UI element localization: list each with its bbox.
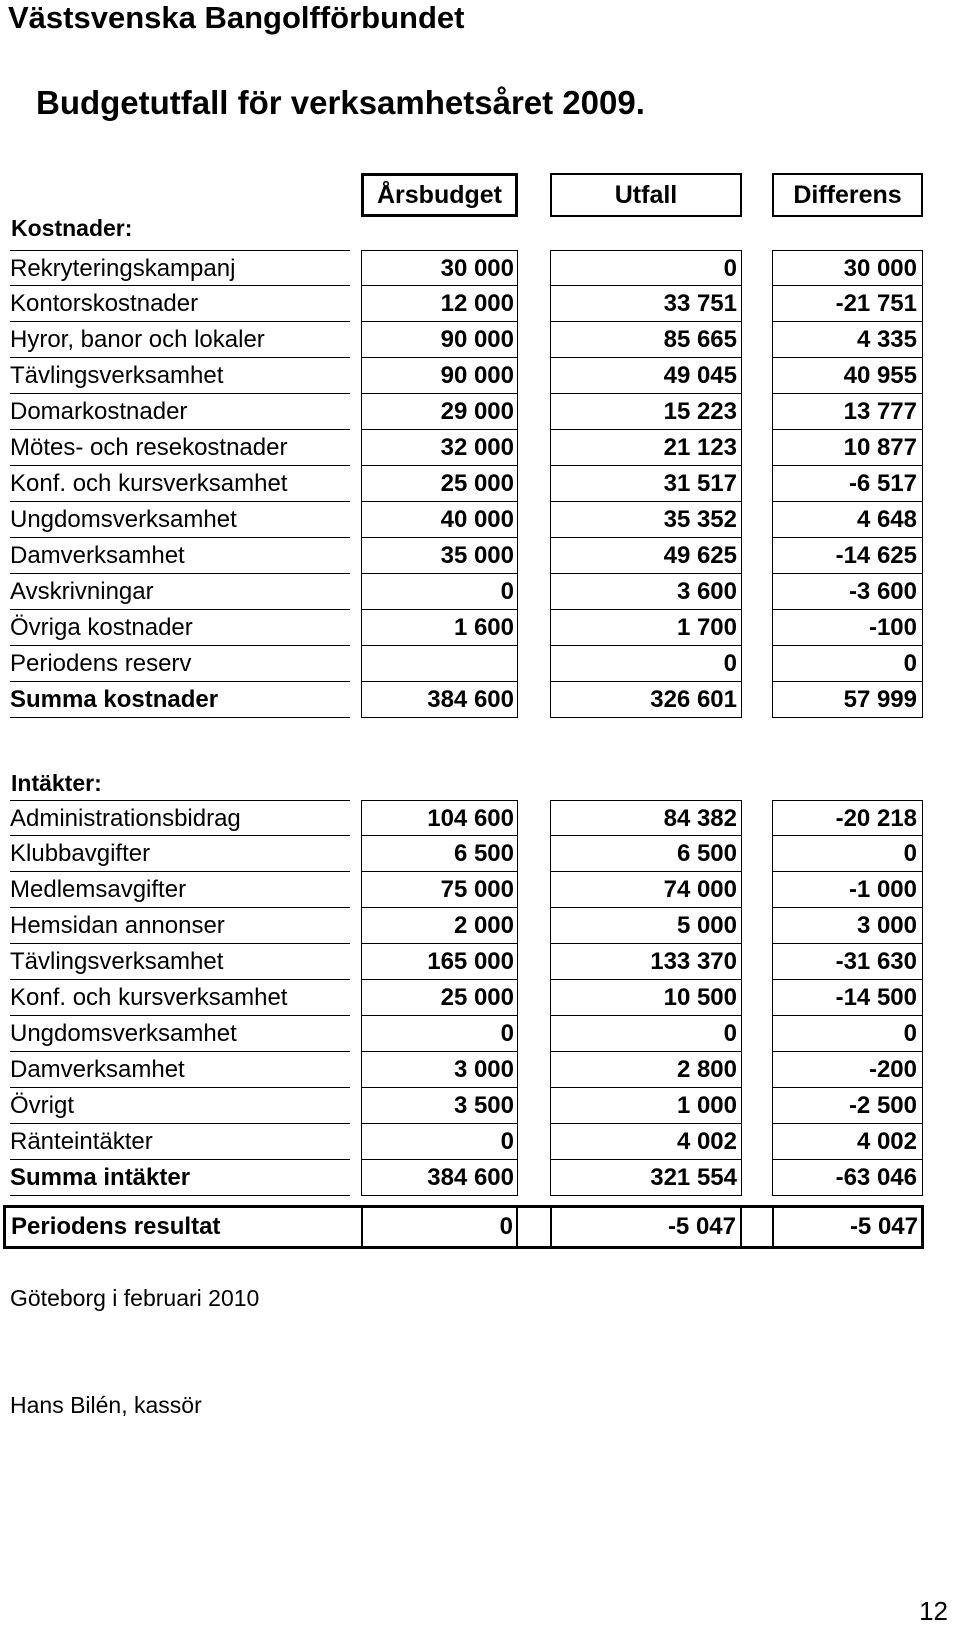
row-label: Domarkostnader	[10, 394, 350, 430]
row-diff: 4 002	[772, 1124, 923, 1160]
row-diff: 30 000	[772, 250, 923, 286]
result-label: Periodens resultat	[11, 1213, 221, 1240]
row-utfall: 1 000	[550, 1088, 742, 1124]
row-label: Mötes- och resekostnader	[10, 430, 350, 466]
row-label: Tävlingsverksamhet	[10, 358, 350, 394]
row-diff: 0	[772, 646, 923, 682]
row-utfall: 2 800	[550, 1052, 742, 1088]
row-diff: 57 999	[772, 682, 923, 718]
row-utfall: 3 600	[550, 574, 742, 610]
row-label: Avskrivningar	[10, 574, 350, 610]
table-row	[0, 836, 960, 872]
row-budget: 35 000	[361, 538, 518, 574]
row-label: Hemsidan annonser	[10, 908, 350, 944]
row-utfall: 133 370	[550, 944, 742, 980]
result-row	[3, 1205, 924, 1249]
row-utfall: 21 123	[550, 430, 742, 466]
page-number: 12	[919, 1596, 948, 1626]
place-date: Göteborg i februari 2010	[10, 1285, 260, 1311]
row-budget: 2 000	[361, 908, 518, 944]
row-label: Damverksamhet	[10, 538, 350, 574]
row-utfall: 49 045	[550, 358, 742, 394]
row-label: Tävlingsverksamhet	[10, 944, 350, 980]
row-utfall: 0	[550, 646, 742, 682]
table-row	[0, 1160, 960, 1196]
table-row	[0, 908, 960, 944]
row-budget: 0	[361, 1124, 518, 1160]
row-label: Medlemsavgifter	[10, 872, 350, 908]
row-label: Summa intäkter	[10, 1160, 350, 1196]
table-row	[0, 682, 960, 718]
table-row	[0, 1088, 960, 1124]
table-row	[0, 466, 960, 502]
row-budget: 0	[361, 1016, 518, 1052]
organization-name: Västsvenska Bangolfförbundet	[8, 0, 465, 35]
row-utfall: 49 625	[550, 538, 742, 574]
document-title: Budgetutfall för verksamhetsåret 2009.	[36, 84, 645, 121]
row-utfall: 0	[550, 250, 742, 286]
row-label: Konf. och kursverksamhet	[10, 980, 350, 1016]
row-utfall: 10 500	[550, 980, 742, 1016]
table-row	[0, 574, 960, 610]
row-diff: -14 500	[772, 980, 923, 1016]
table-row	[0, 1016, 960, 1052]
row-utfall: 84 382	[550, 800, 742, 836]
row-budget: 3 500	[361, 1088, 518, 1124]
table-row	[0, 872, 960, 908]
result-budget: 0	[361, 1208, 518, 1246]
row-label: Hyror, banor och lokaler	[10, 322, 350, 358]
row-label: Administrationsbidrag	[10, 800, 350, 836]
row-budget: 104 600	[361, 800, 518, 836]
row-label: Periodens reserv	[10, 646, 350, 682]
row-diff: -21 751	[772, 286, 923, 322]
row-budget: 0	[361, 574, 518, 610]
table-row	[0, 430, 960, 466]
table-row	[0, 800, 960, 836]
row-utfall: 74 000	[550, 872, 742, 908]
row-label: Rekryteringskampanj	[10, 250, 350, 286]
table-row	[0, 322, 960, 358]
row-utfall: 321 554	[550, 1160, 742, 1196]
row-label: Ungdomsverksamhet	[10, 1016, 350, 1052]
row-budget: 32 000	[361, 430, 518, 466]
row-utfall: 4 002	[550, 1124, 742, 1160]
row-diff: 0	[772, 836, 923, 872]
column-header-budget: Årsbudget	[361, 173, 518, 217]
row-label: Övrigt	[10, 1088, 350, 1124]
row-label: Damverksamhet	[10, 1052, 350, 1088]
table-row	[0, 538, 960, 574]
row-budget: 90 000	[361, 358, 518, 394]
row-utfall: 85 665	[550, 322, 742, 358]
row-diff: -1 000	[772, 872, 923, 908]
row-diff: 4 648	[772, 502, 923, 538]
row-budget: 3 000	[361, 1052, 518, 1088]
column-header-utfall: Utfall	[550, 173, 742, 217]
row-utfall: 1 700	[550, 610, 742, 646]
row-diff: 3 000	[772, 908, 923, 944]
table-row	[0, 610, 960, 646]
row-diff: -100	[772, 610, 923, 646]
section-title-intakter: Intäkter:	[11, 770, 102, 796]
row-diff: 13 777	[772, 394, 923, 430]
row-budget: 6 500	[361, 836, 518, 872]
row-diff: -200	[772, 1052, 923, 1088]
row-budget: 165 000	[361, 944, 518, 980]
row-label: Summa kostnader	[10, 682, 350, 718]
row-budget: 40 000	[361, 502, 518, 538]
table-row	[0, 286, 960, 322]
row-diff: -3 600	[772, 574, 923, 610]
intakter-table	[0, 800, 960, 1196]
table-row	[0, 646, 960, 682]
row-diff: -63 046	[772, 1160, 923, 1196]
row-diff: -14 625	[772, 538, 923, 574]
row-budget: 12 000	[361, 286, 518, 322]
table-row	[0, 980, 960, 1016]
row-diff: -20 218	[772, 800, 923, 836]
row-diff: 0	[772, 1016, 923, 1052]
row-budget: 30 000	[361, 250, 518, 286]
row-diff: -6 517	[772, 466, 923, 502]
row-label: Ränteintäkter	[10, 1124, 350, 1160]
row-diff: -31 630	[772, 944, 923, 980]
row-utfall: 5 000	[550, 908, 742, 944]
row-diff: -2 500	[772, 1088, 923, 1124]
table-row	[0, 944, 960, 980]
row-utfall: 35 352	[550, 502, 742, 538]
row-utfall: 326 601	[550, 682, 742, 718]
table-row	[0, 1052, 960, 1088]
row-utfall: 15 223	[550, 394, 742, 430]
row-budget: 29 000	[361, 394, 518, 430]
row-budget: 25 000	[361, 466, 518, 502]
kostnader-table	[0, 250, 960, 718]
row-budget: 75 000	[361, 872, 518, 908]
result-diff: -5 047	[772, 1208, 921, 1246]
row-label: Kontorskostnader	[10, 286, 350, 322]
table-row	[0, 394, 960, 430]
row-budget: 1 600	[361, 610, 518, 646]
row-utfall: 0	[550, 1016, 742, 1052]
signature: Hans Bilén, kassör	[10, 1392, 202, 1418]
row-label: Ungdomsverksamhet	[10, 502, 350, 538]
table-row	[0, 1124, 960, 1160]
row-budget: 25 000	[361, 980, 518, 1016]
section-title-kostnader: Kostnader:	[11, 215, 133, 241]
row-utfall: 31 517	[550, 466, 742, 502]
row-diff: 10 877	[772, 430, 923, 466]
row-diff: 4 335	[772, 322, 923, 358]
table-row	[0, 502, 960, 538]
row-diff: 40 955	[772, 358, 923, 394]
row-budget: 384 600	[361, 682, 518, 718]
row-utfall: 33 751	[550, 286, 742, 322]
row-label: Övriga kostnader	[10, 610, 350, 646]
row-label: Klubbavgifter	[10, 836, 350, 872]
column-header-differens: Differens	[772, 173, 923, 217]
table-row	[0, 250, 960, 286]
result-utfall: -5 047	[550, 1208, 742, 1246]
row-budget: 384 600	[361, 1160, 518, 1196]
row-budget: 90 000	[361, 322, 518, 358]
row-utfall: 6 500	[550, 836, 742, 872]
table-row	[0, 358, 960, 394]
row-label: Konf. och kursverksamhet	[10, 466, 350, 502]
row-budget	[361, 646, 518, 682]
